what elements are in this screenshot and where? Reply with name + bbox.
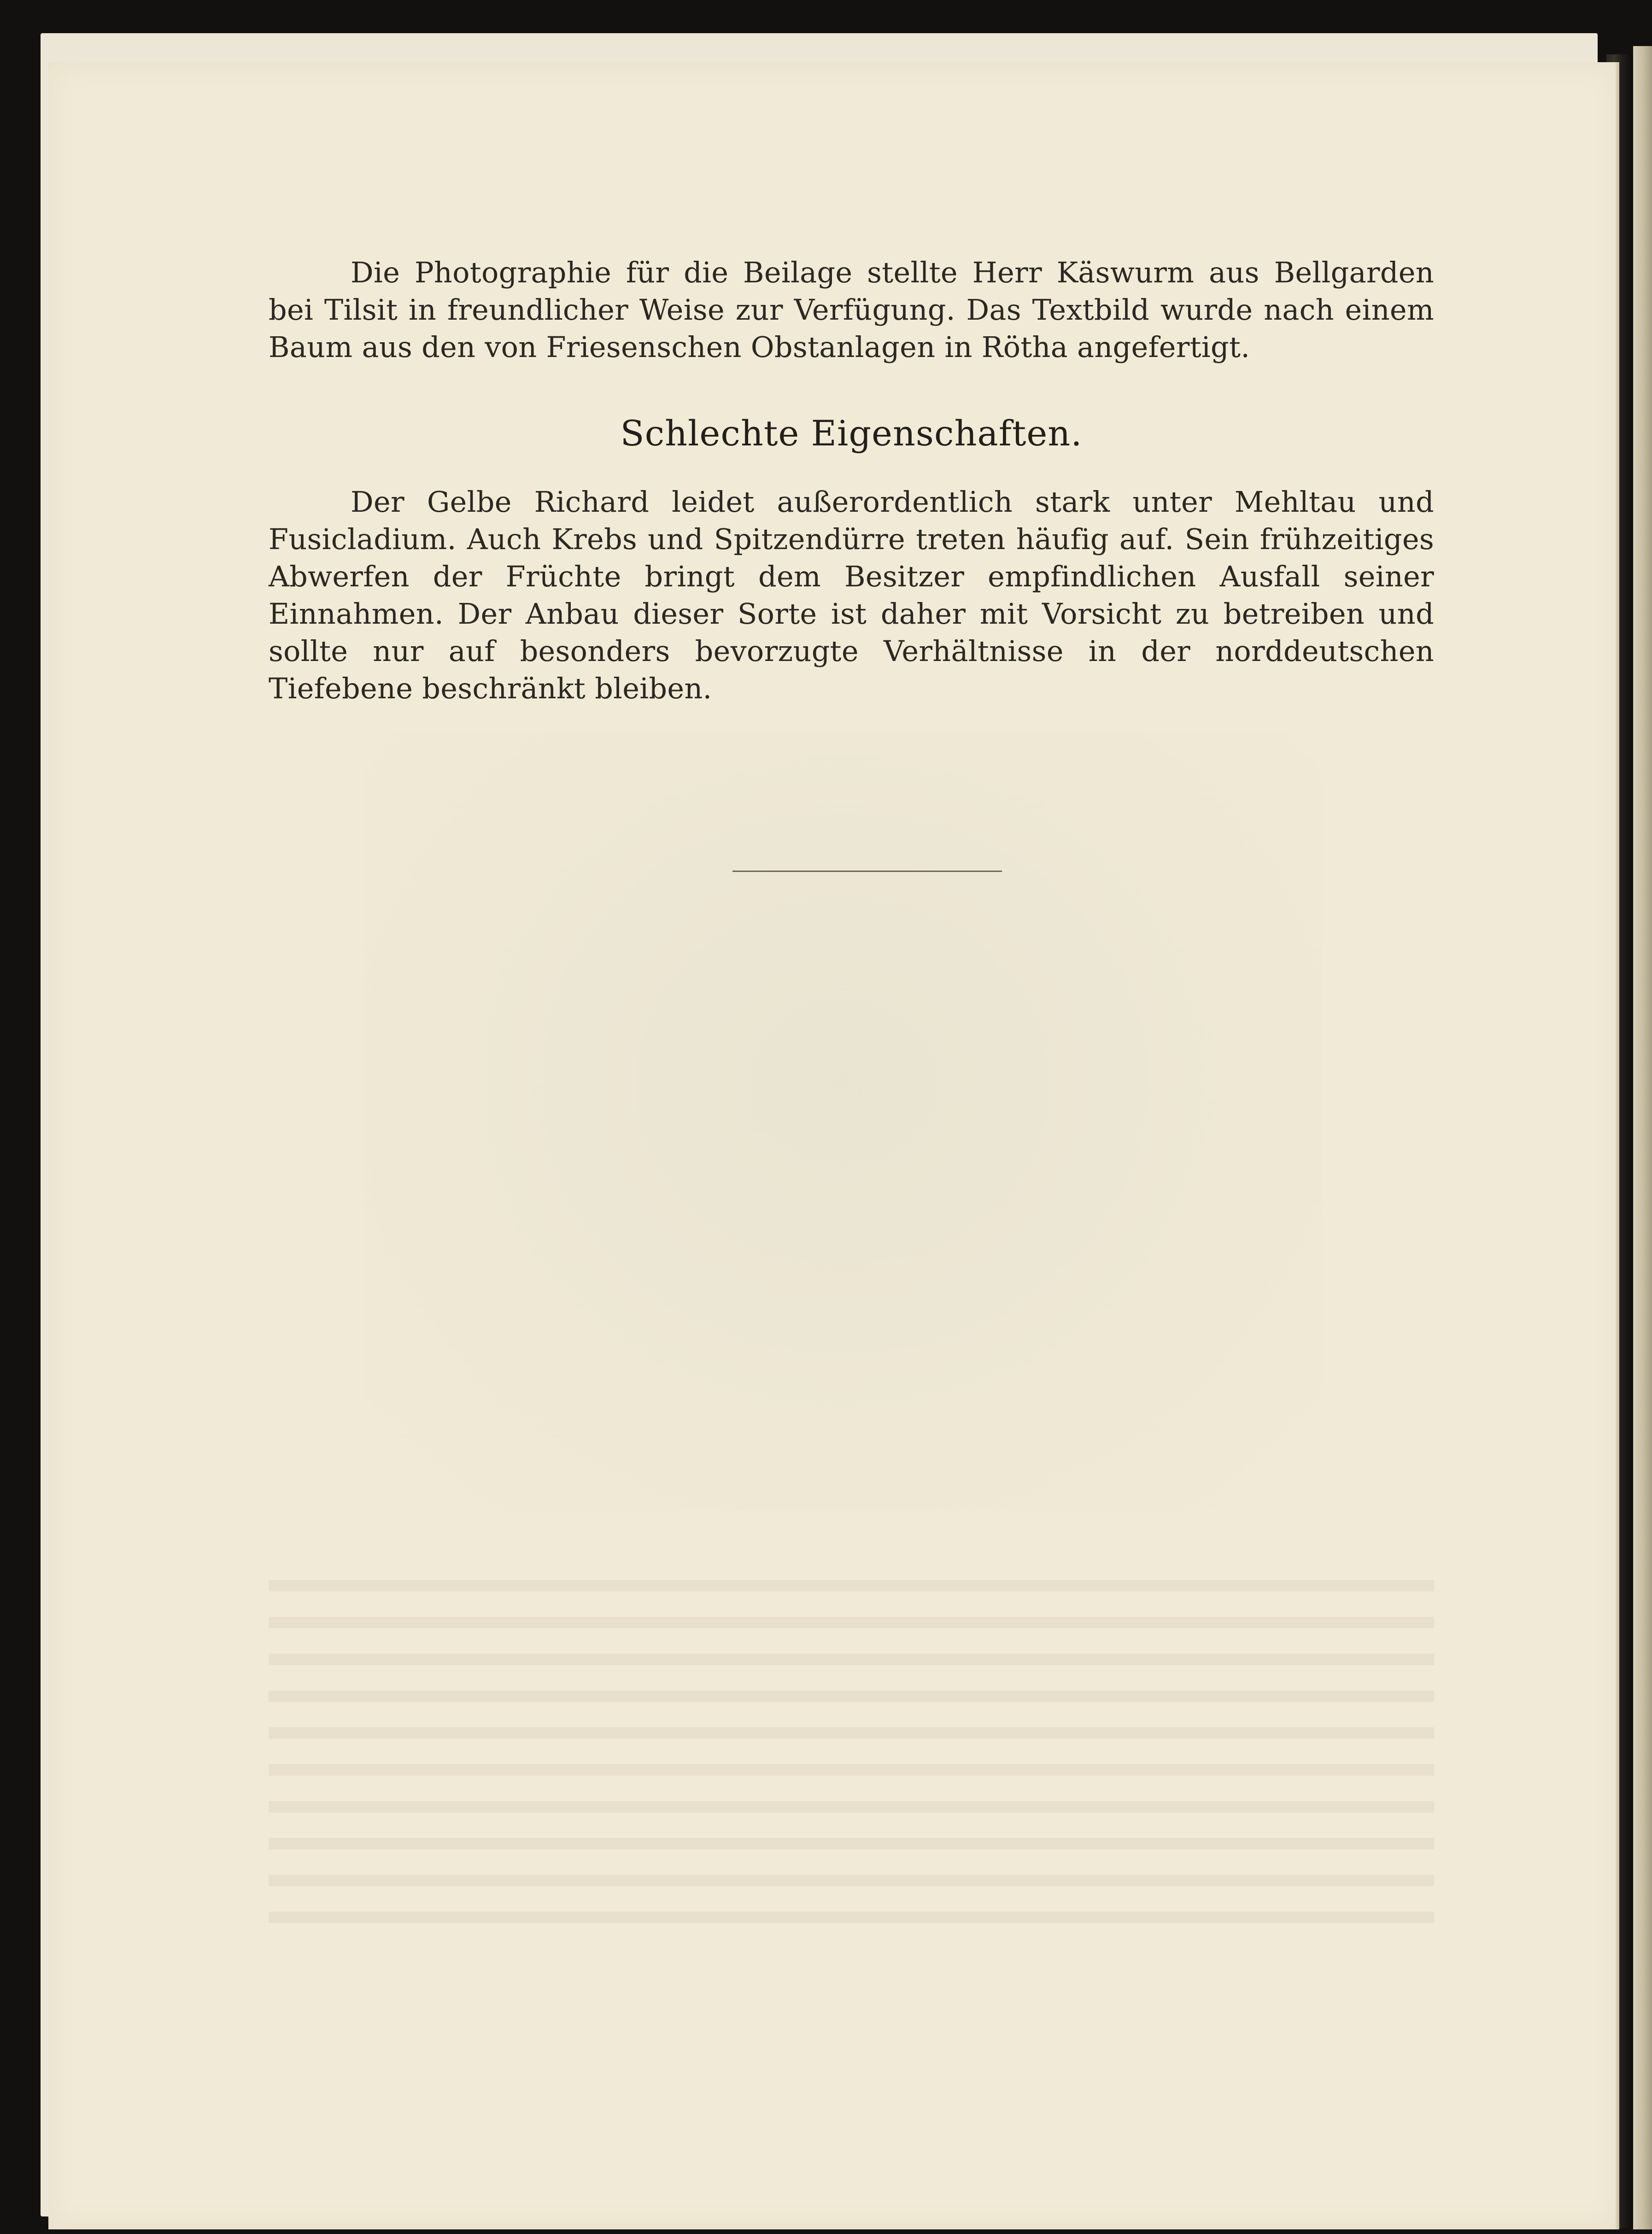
section-heading: Schlechte Eigenschaften. [620,413,1083,454]
page-edge-shadow [1616,62,1619,2229]
intro-paragraph: Die Photographie für die Beilage stellte Herr Käswurm aus Bellgarden bei Tilsit in freundlicher Weise zur Verfügung. Das Textbild wurde nach einem Baum aus den von Friesenschen Obstanlagen in Rötha angefertigt. [269,256,1434,364]
show-through-text [269,1566,1434,1925]
show-through-image [364,732,1322,1511]
next-page-edge [1633,46,1652,2229]
horizontal-rule [732,871,1002,872]
section-paragraph: Der Gelbe Richard leidet außerordentlich stark unter Mehltau und Fusicladium. Auch Krebs und Spitzendürre treten häufig auf. Sein frühzeitiges Abwerfen der Früchte bringt dem Besitzer empfindlichen Ausfall seiner Einnahmen. Der Anbau dieser Sorte ist daher mit Vorsicht zu betreiben und sollte nur auf besonders bevorzugte Verhältnisse in der norddeutschen Tiefebene beschränkt bleiben. [269,485,1434,705]
